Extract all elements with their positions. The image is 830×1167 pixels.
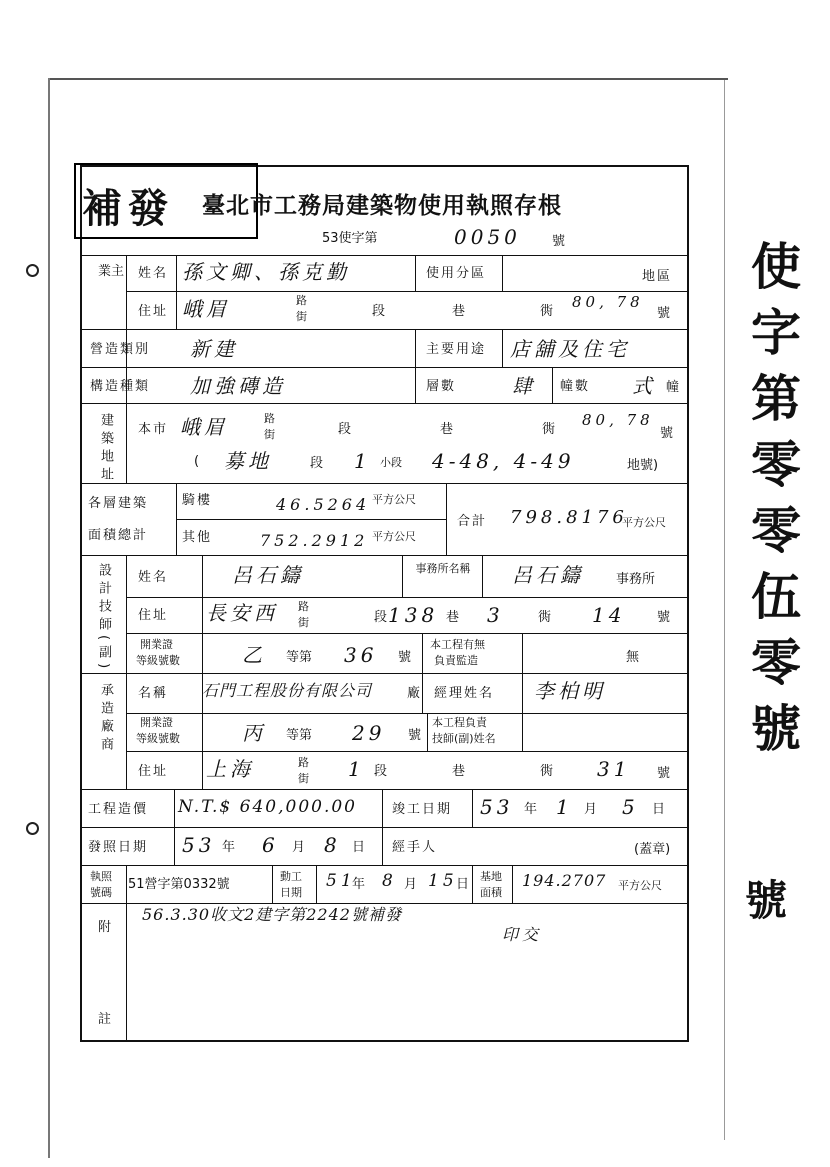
designer-number-label: 號 (657, 610, 671, 625)
floors-label: 層數 (426, 379, 457, 394)
designer-office-label: 事務所名稱 (415, 562, 471, 575)
rule (82, 367, 687, 368)
contractor-license-mid: 等第 (286, 728, 313, 743)
owner-number-value: 80, 78 (572, 293, 644, 311)
buildings-unit: 幢 (666, 380, 680, 395)
rule (472, 789, 473, 827)
rule (82, 789, 687, 790)
total-value: 798.8176 (510, 507, 628, 528)
side-mark: 號 (745, 876, 788, 925)
scan-edge-top (48, 78, 728, 80)
total-unit: 平方公尺 (622, 516, 666, 529)
start-year-label: 年 (352, 877, 366, 892)
rule (82, 827, 687, 828)
rule (446, 483, 447, 555)
rule (174, 789, 175, 865)
designer-license-number: 36 (344, 643, 378, 667)
site-area-label-2: 面積 (480, 886, 502, 899)
rule (82, 673, 687, 674)
site-area-unit: 平方公尺 (618, 879, 662, 892)
designer-section-value: 138 (388, 603, 439, 627)
contractor-license-grade: 丙 (242, 721, 266, 745)
contractor-address-label: 住址 (138, 764, 169, 779)
owner-number-label: 號 (657, 306, 671, 321)
contractor-group-label: 承造廠商 (98, 683, 113, 755)
rule (82, 255, 687, 256)
rule (272, 865, 273, 903)
site-group-label: 建築地址 (98, 413, 113, 485)
contractor-address-value: 上海 (206, 757, 254, 781)
contractor-license-suffix: 號 (408, 728, 422, 743)
rule (126, 597, 687, 598)
rule (415, 329, 416, 367)
designer-lane-value: 3 (487, 603, 504, 627)
contractor-alley-label: 衖 (540, 764, 554, 779)
contractor-manager-value: 李柏明 (534, 679, 606, 703)
scan-edge-right (724, 80, 725, 1140)
designer-license-label-2: 等級號數 (136, 654, 180, 667)
punch-hole-icon (26, 264, 39, 277)
contractor-section-label: 段 (374, 764, 388, 779)
designer-supervisor-label-2: 負責監造 (434, 654, 478, 667)
designer-name-label: 姓名 (138, 570, 169, 585)
owner-address-value: 峨眉 (182, 297, 230, 321)
contractor-tech-label-2: 技師(副)姓名 (432, 732, 496, 745)
start-month-label: 月 (404, 877, 418, 892)
start-day-label: 日 (456, 877, 470, 892)
designer-supervisor-value: 無 (626, 650, 640, 665)
buildings-label: 幢數 (560, 379, 591, 394)
site-lot-section-value: 1 (354, 449, 371, 473)
contractor-license-label-2: 等級號數 (136, 732, 180, 745)
cost-label: 工程造價 (88, 802, 149, 817)
issue-year-label: 年 (222, 840, 236, 855)
site-area-value: 194.2707 (522, 871, 607, 890)
contractor-name-label: 名稱 (138, 686, 169, 701)
site-lot-suffix: 地號) (627, 458, 659, 473)
other-value: 752.2912 (260, 531, 369, 550)
permit-value: 51營字第0332號 (128, 877, 230, 892)
notes-line-1: 56.3.30收文2建字第2242號補發 (142, 905, 402, 924)
designer-address-value: 長安西 (206, 601, 278, 625)
completion-label: 竣工日期 (392, 802, 453, 817)
contractor-street-label: 街 (298, 772, 309, 785)
structure-label: 構造種類 (90, 379, 151, 394)
rule (382, 789, 383, 865)
stamp-text: 補發 (82, 185, 174, 232)
rule (82, 403, 687, 404)
rule (422, 633, 423, 673)
owner-name-value: 孫文卿、孫克勤 (182, 260, 350, 284)
issue-day-label: 日 (352, 840, 366, 855)
rule (552, 367, 553, 403)
rule (82, 483, 687, 484)
contractor-lane-label: 巷 (452, 764, 466, 779)
form-title: 臺北市工務局建築物使用執照存根 (202, 192, 562, 219)
designer-section-label: 段 (374, 610, 388, 625)
contractor-tech-label-1: 本工程負責 (432, 716, 487, 729)
rule (82, 555, 687, 556)
side-text: 使字第零零伍零號 (743, 240, 802, 768)
rule (176, 483, 177, 555)
issue-label: 發照日期 (88, 840, 149, 855)
issue-month: 6 (262, 833, 279, 857)
rule (127, 291, 687, 292)
punch-hole-icon (26, 822, 39, 835)
permit-form (80, 165, 689, 1042)
site-number-value: 80, 78 (582, 411, 654, 429)
other-label: 其他 (182, 530, 213, 545)
rule (427, 713, 428, 751)
rule (126, 751, 687, 752)
owner-street-label: 街 (296, 310, 307, 323)
designer-license-grade: 乙 (242, 643, 266, 667)
rule (202, 555, 203, 789)
rule (512, 865, 513, 903)
rule (482, 555, 483, 597)
designer-lane-label: 巷 (446, 610, 460, 625)
issue-month-label: 月 (292, 840, 306, 855)
site-city-label: 本市 (138, 422, 169, 437)
start-day: 15 (428, 871, 458, 891)
start-label-1: 動工 (280, 870, 302, 883)
zone-suffix: 地區 (642, 269, 673, 284)
owner-section-label: 段 (372, 304, 386, 319)
owner-road-label: 路 (296, 294, 307, 307)
contractor-manager-label: 經理姓名 (434, 686, 495, 701)
arcade-unit: 平方公尺 (372, 493, 416, 506)
permit-label-1: 執照 (90, 870, 112, 883)
owner-address-label: 住址 (138, 304, 169, 319)
buildings-value: 式 (632, 374, 656, 398)
owner-group-label: 業主 (98, 264, 125, 279)
site-street-value: 峨眉 (180, 415, 228, 439)
rule (176, 519, 446, 520)
contractor-number-label: 號 (657, 766, 671, 781)
rule (82, 865, 687, 866)
designer-license-mid: 等第 (286, 650, 313, 665)
completion-year-label: 年 (524, 802, 538, 817)
contractor-name-value: 石門工程股份有限公司 (202, 681, 373, 700)
site-number-label: 號 (660, 426, 674, 441)
rule (522, 633, 523, 673)
completion-month-label: 月 (584, 802, 598, 817)
contractor-factory-label: 廠 (407, 686, 421, 701)
rule (126, 403, 127, 483)
designer-name-value: 呂石鑄 (232, 563, 304, 587)
designer-alley-label: 衖 (538, 610, 552, 625)
notes-line-2: 印交 (502, 925, 543, 944)
site-lane-label: 巷 (440, 422, 454, 437)
rule (126, 555, 127, 789)
site-area-label-1: 基地 (480, 870, 502, 883)
start-year: 51 (326, 871, 356, 891)
permit-label-2: 號碼 (90, 886, 112, 899)
contractor-license-number: 29 (352, 721, 386, 745)
arcade-label: 騎樓 (182, 493, 213, 508)
completion-day-label: 日 (652, 802, 666, 817)
area-label-1: 各層建築 (88, 496, 149, 511)
contractor-section-value: 1 (348, 757, 365, 781)
owner-lane-label: 巷 (452, 304, 466, 319)
notes-label-2: 註 (98, 1012, 112, 1027)
rule (402, 555, 403, 597)
rule (422, 673, 423, 713)
completion-month: 1 (556, 795, 573, 819)
zone-label: 使用分區 (426, 266, 487, 281)
serial-number: 0050 (454, 225, 521, 249)
handler-label: 經手人 (392, 840, 438, 855)
designer-license-suffix: 號 (398, 650, 412, 665)
scan-edge-left (48, 78, 50, 1158)
designer-license-label-1: 開業證 (140, 638, 173, 651)
rule (82, 903, 687, 904)
floors-value: 肆 (512, 374, 536, 398)
rule (176, 255, 177, 329)
completion-year: 53 (480, 795, 514, 819)
main-use-label: 主要用途 (426, 342, 487, 357)
contractor-license-label-1: 開業證 (140, 716, 173, 729)
site-lot-section-label: 段 (310, 456, 324, 471)
rule (502, 255, 503, 291)
construction-type-value: 新建 (190, 337, 238, 361)
structure-value: 加強磚造 (190, 374, 286, 398)
issue-day: 8 (324, 833, 341, 857)
arcade-value: 46.5264 (276, 495, 371, 514)
site-road-label: 路 (264, 412, 275, 425)
designer-office-value: 呂石鑄 (512, 563, 584, 587)
site-street-label: 街 (264, 428, 275, 441)
rule (415, 367, 416, 403)
site-alley-label: 衖 (542, 422, 556, 437)
start-month: 8 (382, 871, 397, 891)
rule (126, 865, 127, 1040)
total-label: 合計 (457, 514, 488, 529)
site-lot-value: 4-48, 4-49 (432, 449, 575, 473)
completion-day: 5 (622, 795, 639, 819)
designer-supervisor-label-1: 本工程有無 (430, 638, 485, 651)
main-use-value: 店舖及住宅 (510, 337, 630, 361)
designer-group-label: 設計技師(副) (96, 563, 111, 674)
rule (126, 713, 687, 714)
construction-type-label: 營造類別 (90, 342, 151, 357)
rule (522, 713, 523, 751)
site-section-label: 段 (338, 422, 352, 437)
rule (126, 633, 687, 634)
contractor-number-value: 31 (597, 757, 631, 781)
site-lot-area: 募地 (224, 449, 272, 473)
rule (82, 329, 687, 330)
designer-number-value: 14 (592, 603, 626, 627)
rule (522, 673, 523, 713)
issue-year: 53 (182, 833, 216, 857)
owner-alley-label: 衖 (540, 304, 554, 319)
cost-value: N.T.$ 640,000.00 (178, 797, 357, 817)
site-lot-open: ( (194, 454, 200, 469)
rule (472, 865, 473, 903)
other-unit: 平方公尺 (372, 530, 416, 543)
start-label-2: 日期 (280, 886, 302, 899)
rule (502, 329, 503, 367)
serial-suffix: 號 (552, 234, 566, 249)
area-label-2: 面積總計 (88, 528, 149, 543)
designer-address-label: 住址 (138, 608, 169, 623)
designer-street-label: 街 (298, 616, 309, 629)
contractor-road-label: 路 (298, 756, 309, 769)
rule (316, 865, 317, 903)
rule (415, 255, 416, 291)
owner-name-label: 姓名 (138, 266, 169, 281)
notes-label-1: 附 (98, 920, 112, 935)
seal-label: (蓋章) (634, 842, 671, 857)
designer-office-suffix: 事務所 (616, 572, 656, 587)
site-lot-sub-label: 小段 (380, 456, 402, 469)
designer-road-label: 路 (298, 600, 309, 613)
serial-prefix: 53使字第 (322, 231, 378, 246)
